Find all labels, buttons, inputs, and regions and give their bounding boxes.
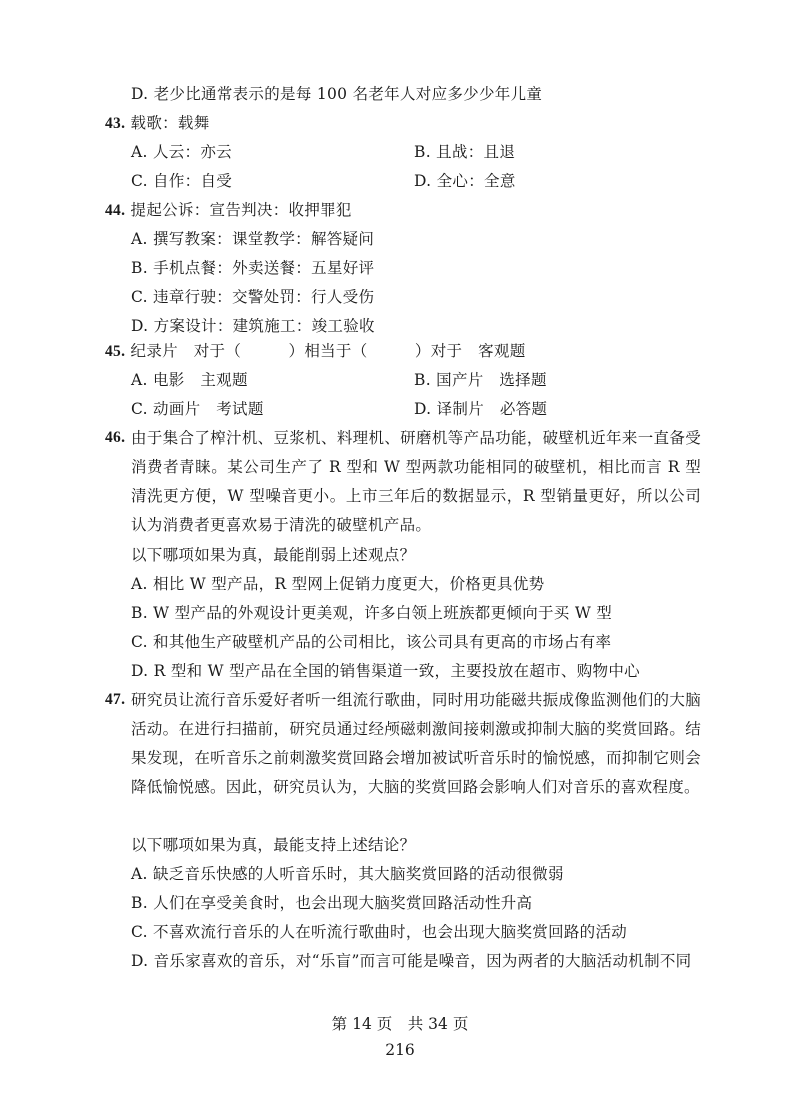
page-info: 第 14 页 共 34 页 [331,1015,469,1033]
option-b[interactable]: B. 且战：且退 [414,143,516,161]
option-a[interactable]: A. 人云：亦云 [131,143,232,161]
option-a[interactable]: A. 缺乏音乐快感的人听音乐时，其大脑奖赏回路的活动很微弱 [131,865,564,883]
question-number: 43. [105,115,126,132]
question-number: 44. [105,202,126,219]
question-prompt: 以下哪项如果为真，最能削弱上述观点？ [131,546,416,564]
q45-line [105,341,526,362]
question-stem: 提起公诉：宣告判决：收押罪犯 [130,201,352,219]
question-prompt: 以下哪项如果为真，最能支持上述结论？ [131,836,416,854]
option-b[interactable]: B. W 型产品的外观设计更美观，许多白领上班族都更倾向于买 W 型 [131,604,613,622]
option-d[interactable]: D. 译制片 必答题 [414,400,548,418]
q43-line [105,113,210,134]
option-b[interactable]: B. 人们在享受美食时，也会出现大脑奖赏回路活动性升高 [131,894,533,912]
option-c[interactable]: C. 和其他生产破壁机产品的公司相比，该公司具有更高的市场占有率 [131,633,612,651]
question-stem: 纪录片 对于（ ）相当于（ ）对于 客观题 [130,342,526,360]
question-stem: 载歌：载舞 [130,114,210,132]
option-a[interactable]: A. 电影 主观题 [131,371,248,389]
option-d[interactable]: D. 音乐家喜欢的音乐，对“乐盲”而言可能是噪音，因为两者的大脑活动机制不同 [131,952,692,970]
question-number: 47. [105,691,126,708]
option-b[interactable]: B. 国产片 选择题 [414,371,547,389]
option-c[interactable]: C. 违章行驶：交警处罚：行人受伤 [131,288,375,306]
option-c[interactable]: C. 自作：自受 [131,172,233,190]
option-c[interactable]: C. 动画片 考试题 [131,400,264,418]
question-passage: 研究员让流行音乐爱好者听一组流行歌曲，同时用功能磁共振成像监测他们的大脑活动。在进行扫描前，研究员通过经颅磁刺激间接刺激或抑制大脑的奖赏回路。结果发现，在听音乐之前刺激奖赏回路会增加被试听音乐时的愉悦感，而抑制它则会降低愉悦感。因此，研究员认为，大脑的奖赏回路会影响人们对音乐的喜欢程度。 [131,691,701,796]
question-number: 46. [105,429,126,446]
option-a[interactable]: A. 撰写教案：课堂教学：解答疑问 [131,230,375,248]
option-a[interactable]: A. 相比 W 型产品，R 型网上促销力度更大，价格更具优势 [131,575,545,593]
question-number: 45. [105,343,126,360]
question-passage: 由于集合了榨汁机、豆浆机、料理机、研磨机等产品功能，破壁机近年来一直备受消费者青睐。某公司生产了 R 型和 W 型两款功能相同的破壁机，相比而言 R 型清洗更方便，W 型噪音更小。上市三年后的数据显示，R 型销量更好，所以公司认为消费者更喜欢易于清洗的破壁机产品。 [131,429,701,534]
option-c[interactable]: C. 不喜欢流行音乐的人在听流行歌曲时，也会出现大脑奖赏回路的活动 [131,923,628,941]
option-d[interactable]: D. R 型和 W 型产品在全国的销售渠道一致，主要投放在超市、购物中心 [131,662,640,680]
q44-line [105,200,352,221]
option-b[interactable]: B. 手机点餐：外卖送餐：五星好评 [131,259,375,277]
option-d[interactable]: D. 方案设计：建筑施工：竣工验收 [131,317,375,335]
page-number: 216 [385,1041,415,1059]
prev-option-d: D. 老少比通常表示的是每 100 名老年人对应多少少年儿童 [131,85,543,103]
option-d[interactable]: D. 全心：全意 [414,172,516,190]
